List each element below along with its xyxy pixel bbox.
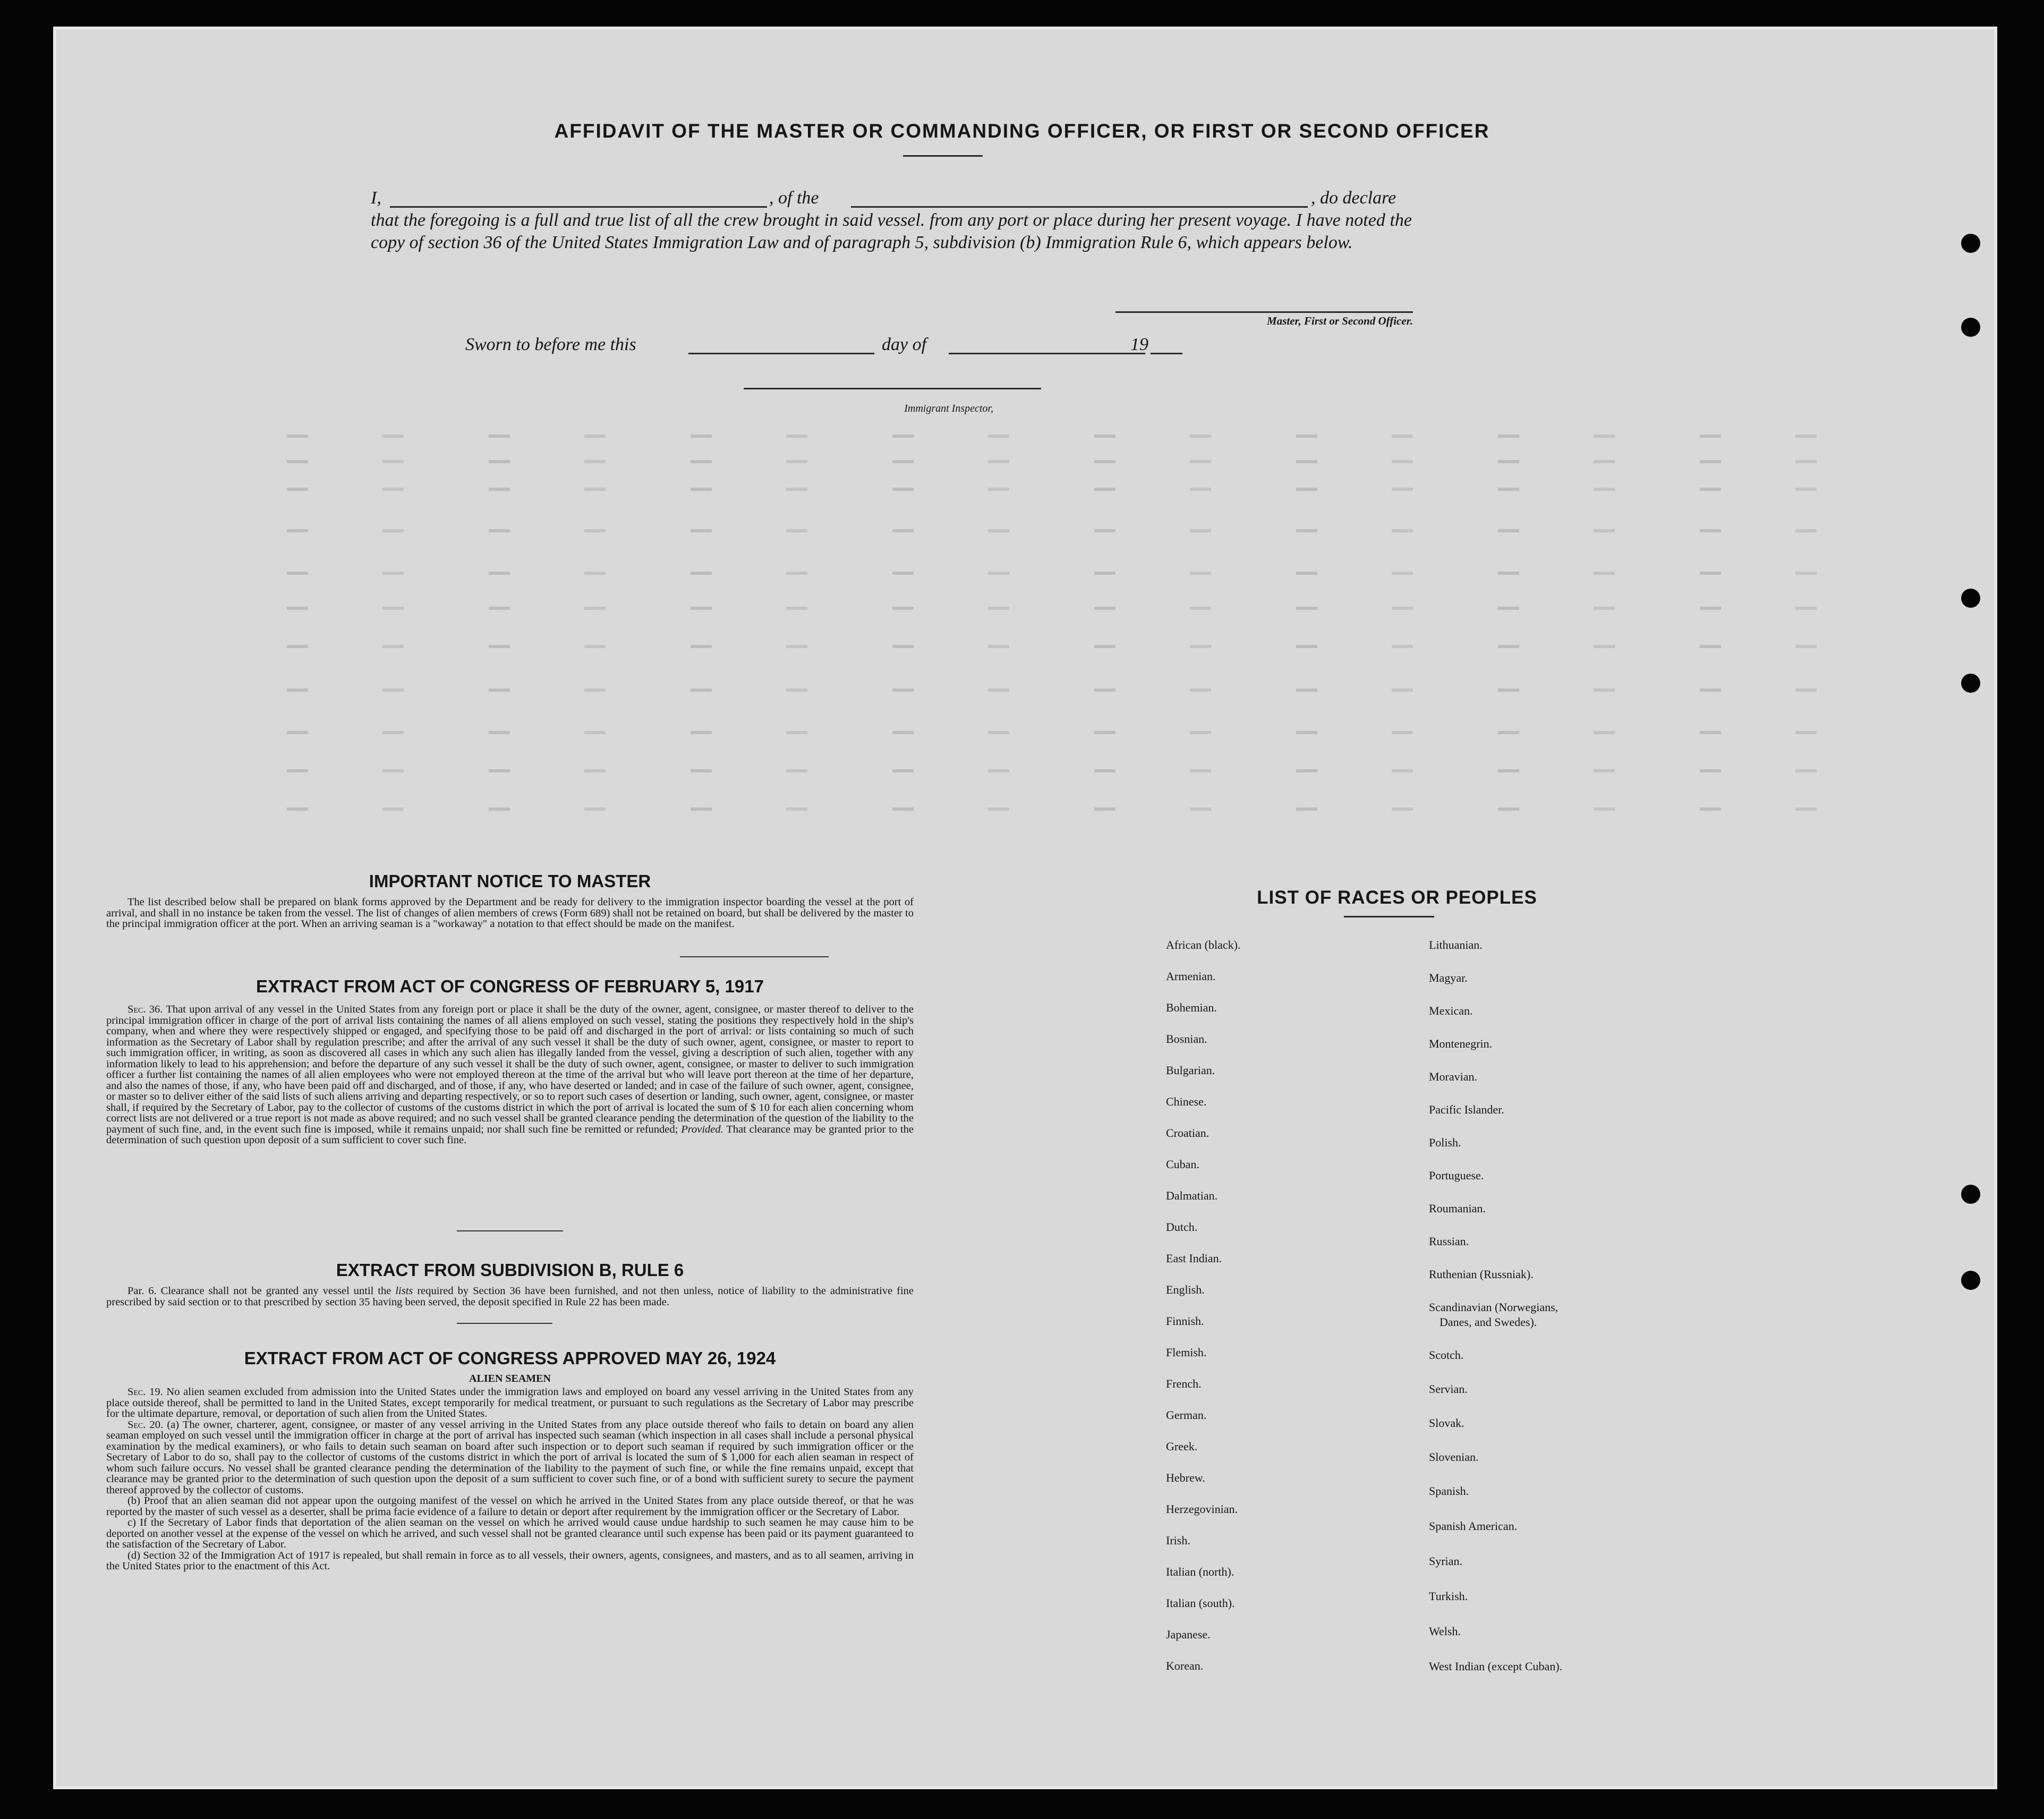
- race-item: Russian.: [1429, 1235, 1469, 1248]
- race-item: Servian.: [1429, 1382, 1468, 1396]
- race-item: Slovak.: [1429, 1416, 1464, 1430]
- notice-paragraph: The list described below shall be prepared on blank forms approved by the Department and be ready for delivery to the immigration inspector boarding the vessel at the port of arrival, and shall in no instance be taken from the vessel. The list of changes of alien members of crews (Form 689) shall not be retained on board, but shall be delivered by the master to the principal immigration officer at the port. When an arriving seaman is a "workaway" a notation to that effect should be made on the manifest.: [106, 896, 914, 930]
- sec-19-text: No alien seamen excluded from admission into the United States under the immigration laws and employed on board any vessel arriving in the United States from any place outside thereof, shall be permitted to land in the United States, except temporarily for medical treatment, or pursuant to such regulations as the Secretary of Labor may prescribe for the ultimate departure, removal, or deportation of such alien from the United States.: [106, 1386, 914, 1420]
- par-6-label: Par. 6.: [127, 1285, 157, 1297]
- affidavit-body: that the foregoing is a full and true list of all the crew brought in said vessel. from any port or place during her present voyage. I have noted the copy of section 36 of the United States Immigration Law and of paragraph 5, subdivision (b) Immigration Rule 6, which appears below.: [371, 210, 1412, 252]
- race-item: Finnish.: [1166, 1314, 1204, 1328]
- sec-20c-text: c) If the Secretary of Labor finds that deportation of the alien seaman on the vessel on which he arrived would cause undue hardship to such seamen he may cause him to be deported on another vessel at the expense of the vessel on which he arrived, and such vessel shall not be granted clearance until such expense has been paid or its payment guaranteed to the satisfaction of the Secretary of Labor.: [106, 1517, 914, 1550]
- race-item: Cuban.: [1166, 1158, 1199, 1171]
- binder-hole: [1961, 234, 1980, 253]
- affidavit-title: AFFIDAVIT OF THE MASTER OR COMMANDING OFFICER, OR FIRST OR SECOND OFFICER: [554, 120, 1490, 142]
- master-signature-line[interactable]: [1115, 311, 1413, 313]
- sworn-month-blank[interactable]: [949, 353, 1145, 354]
- divider: [457, 1323, 552, 1324]
- sworn-date-blank[interactable]: [688, 353, 874, 354]
- bleed-through-row: [202, 769, 1902, 772]
- binder-hole: [1961, 318, 1980, 337]
- race-item: Moravian.: [1429, 1070, 1478, 1083]
- race-item: Bohemian.: [1166, 1001, 1217, 1014]
- divider: [903, 155, 983, 157]
- bleed-through-row: [202, 731, 1902, 734]
- sworn-prefix: Sworn to before me this: [465, 335, 636, 354]
- race-item: Herzegovinian.: [1166, 1502, 1238, 1516]
- sworn-line: [465, 334, 1188, 357]
- bleed-through-row: [202, 460, 1902, 463]
- race-item: Bosnian.: [1166, 1032, 1207, 1046]
- race-item: Ruthenian (Russniak).: [1429, 1268, 1534, 1281]
- race-item: Irish.: [1166, 1534, 1190, 1547]
- binder-hole: [1961, 674, 1980, 693]
- bleed-through-row: [202, 488, 1902, 491]
- race-item: Japanese.: [1166, 1628, 1211, 1641]
- race-item: West Indian (except Cuban).: [1429, 1660, 1563, 1673]
- inspector-label: Immigrant Inspector,: [904, 403, 993, 414]
- race-item: Montenegrin.: [1429, 1037, 1493, 1050]
- binder-hole: [1961, 1271, 1980, 1290]
- sec-19-label: Sec. 19.: [127, 1386, 163, 1398]
- act-1917-heading: EXTRACT FROM ACT OF CONGRESS OF FEBRUARY 5, 1917: [256, 976, 764, 996]
- act-1924-heading: EXTRACT FROM ACT OF CONGRESS APPROVED MAY 26, 1924: [244, 1348, 776, 1368]
- act-1924-text: [106, 1387, 914, 1572]
- act-1917-text: [106, 1004, 914, 1146]
- sec-20-label: Sec. 20.: [127, 1418, 164, 1431]
- par-6-text-a: Clearance shall not be granted any vessel until the: [160, 1285, 391, 1297]
- bleed-through-row: [202, 529, 1902, 532]
- race-item: Slovenian.: [1429, 1450, 1479, 1464]
- race-item: Scotch.: [1429, 1348, 1464, 1362]
- master-signature-label: Master, First or Second Officer.: [1267, 314, 1413, 327]
- bleed-through-row: [202, 435, 1902, 438]
- lists-word: lists: [395, 1285, 413, 1297]
- binder-hole: [1961, 589, 1980, 608]
- bleed-through-row: [202, 808, 1902, 811]
- race-item: English.: [1166, 1283, 1205, 1296]
- bleed-through-row: [202, 645, 1902, 648]
- race-item: German.: [1166, 1408, 1207, 1422]
- race-item: African (black).: [1166, 938, 1241, 951]
- affidavit-i-label: I,: [371, 188, 381, 208]
- affidavit-of-the-label: , of the: [769, 188, 819, 208]
- race-item: Korean.: [1166, 1659, 1204, 1672]
- sec-36-text-end: That clearance may be granted prior to the determination of such question upon deposit of a sum sufficient to cover such fine.: [106, 1123, 914, 1146]
- sworn-day-label: day of: [882, 335, 927, 354]
- race-item: Dalmatian.: [1166, 1189, 1218, 1202]
- race-item: Lithuanian.: [1429, 938, 1483, 951]
- notice-text: [106, 897, 914, 930]
- race-item: Portuguese.: [1429, 1169, 1484, 1182]
- divider: [1344, 916, 1434, 917]
- races-heading: LIST OF RACES OR PEOPLES: [1257, 887, 1537, 908]
- race-item: Syrian.: [1429, 1554, 1462, 1568]
- race-item: Magyar.: [1429, 971, 1468, 984]
- sworn-year-blank[interactable]: [1151, 353, 1182, 354]
- race-item: Italian (north).: [1166, 1565, 1234, 1578]
- race-item: Chinese.: [1166, 1095, 1207, 1108]
- rule-6-text: [106, 1286, 914, 1307]
- race-item: Welsh.: [1429, 1625, 1461, 1638]
- race-item: Turkish.: [1429, 1590, 1468, 1603]
- provided-label: Provided.: [681, 1123, 723, 1135]
- race-item: Flemish.: [1166, 1346, 1207, 1359]
- race-item: Armenian.: [1166, 970, 1216, 983]
- affidavit-declare-label: , do declare: [1311, 188, 1396, 208]
- bleed-through-row: [202, 607, 1902, 610]
- divider: [680, 956, 829, 957]
- name-blank[interactable]: [390, 206, 767, 208]
- sec-20a-text: (a) The owner, charterer, agent, consignee, or master of any vessel arriving in the United States from any place outside thereof who fails to detain on board any alien seaman employed on such vessel until the immigration officer in charge at the port of arrival has inspected such seaman (which inspection in all cases shall include a personal physical examination by the medical examiners), or who fails to detain such seaman on board after such inspection or to deport such seaman if required by such immigration officer or the Secretary of Labor to do so, shall pay to the collector of customs of the customs district in which the port of arrival is located the sum of $ 1,000 for each alien seaman in respect of whom such failure occurs. No vessel shall be granted clearance pending the determination of the liability to the payment of such fine, or while the fine remains unpaid, except that clearance may be granted prior to the determination of such question upon the deposit of a sum sufficient to cover such fine, or of a bond with sufficient surety to secure the payment thereof approved by the collector of customs.: [106, 1418, 914, 1496]
- race-item: Italian (south).: [1166, 1596, 1235, 1610]
- sec-20b-text: (b) Proof that an alien seaman did not appear upon the outgoing manifest of the vessel on which he arrived in the United States from any place outside thereof, or that he was reported by the master of such vessel as a deserter, shall be prima facie evidence of a failure to detain or deport after requirement by the immigration officer or the Secretary of Labor.: [106, 1495, 914, 1518]
- bleed-through-row: [202, 572, 1902, 575]
- race-item: Roumanian.: [1429, 1202, 1486, 1215]
- alien-seamen-subheading: ALIEN SEAMEN: [469, 1373, 551, 1384]
- notice-heading: IMPORTANT NOTICE TO MASTER: [369, 871, 651, 891]
- par-6-text-b: required by Section 36 have been furnished, and not then unless, notice of liability to the administrative fine prescribed by said section or to that prescribed by section 35 having been served, the deposit specified in Rule 22 has been made.: [106, 1285, 914, 1308]
- inspector-signature-line[interactable]: [744, 388, 1041, 389]
- race-item: Croatian.: [1166, 1126, 1210, 1140]
- sworn-year-label: 19: [1130, 335, 1148, 354]
- bleed-through-row: [202, 688, 1902, 692]
- race-item: Spanish American.: [1429, 1519, 1518, 1533]
- sec-20d-text: (d) Section 32 of the Immigration Act of 1917 is repealed, but shall remain in force as to all vessels, their owners, agents, consignees, and masters, and as to all seamen, arriving in the United States prior to the enactment of this Act.: [106, 1549, 914, 1572]
- race-item: Mexican.: [1429, 1004, 1473, 1017]
- race-item: Greek.: [1166, 1440, 1198, 1453]
- race-item: Pacific Islander.: [1429, 1103, 1504, 1116]
- sec-36-text: That upon arrival of any vessel in the United States from any foreign port or place it shall be the duty of the owner, agent, consignee, or master thereof to deliver to the principal immigration officer in charge of the port of arrival lists containing the names of all aliens employed on such vessel, stating the positions they respectively hold in the ship's company, when and where they were respectively shipped or engaged, and specifying those to be paid off and discharged in the port of arrival: or lists containing so much of such information as the Secretary of Labor shall by regulation prescribe; and after the arrival of any such vessel it shall be the duty of such owner, agent, consignee, or master to report to such immigration officer, in writing, as soon as discovered all cases in which any such alien has illegally landed from the vessel, giving a description of such alien, together with any information likely to lead to his apprehension; and before the departure of any such vessel it shall be the duty of such owner, agent, consignee, or master to deliver to such immigration officer a further list containing the names of all alien employees who were not employed thereon at the time of the arrival but who will leave port thereon at the time of her departure, and also the names of those, if any, who have been paid off and discharged, and of those, if any, who have deserted or landed; and in case of the failure of such owner, agent, consignee, or master so to deliver either of the said lists of such aliens arriving and departing respectively, or so to report such cases of desertion or landing, such owner, agent, consignee, or master shall, if required by the Secretary of Labor, pay to the collector of customs of the customs district in which the port of arrival is located the sum of $ 10 for each alien concerning whom correct lists are not delivered or a true report is not made as above required; and no such vessel shall be granted clearance pending the determination of the question of the liability to the payment of such fine, and, in the event such fine is imposed, while it remains unpaid; nor shall such fine be remitted or refunded;: [106, 1004, 914, 1135]
- affidavit-declaration-line: [371, 187, 1412, 210]
- race-item: Polish.: [1429, 1136, 1461, 1149]
- divider: [457, 1230, 563, 1231]
- race-item: French.: [1166, 1377, 1202, 1390]
- rule-6-heading: EXTRACT FROM SUBDIVISION B, RULE 6: [336, 1260, 684, 1280]
- race-item: Dutch.: [1166, 1220, 1198, 1234]
- binder-hole: [1961, 1185, 1980, 1204]
- race-item: Bulgarian.: [1166, 1064, 1215, 1077]
- race-item: Spanish.: [1429, 1484, 1469, 1498]
- race-item: Hebrew.: [1166, 1471, 1205, 1484]
- race-item-continued: Danes, and Swedes).: [1440, 1315, 1537, 1329]
- sec-36-label: Sec. 36.: [127, 1004, 163, 1015]
- race-item: East Indian.: [1166, 1252, 1222, 1265]
- vessel-blank[interactable]: [851, 206, 1308, 208]
- race-item: Scandinavian (Norwegians,: [1429, 1300, 1558, 1314]
